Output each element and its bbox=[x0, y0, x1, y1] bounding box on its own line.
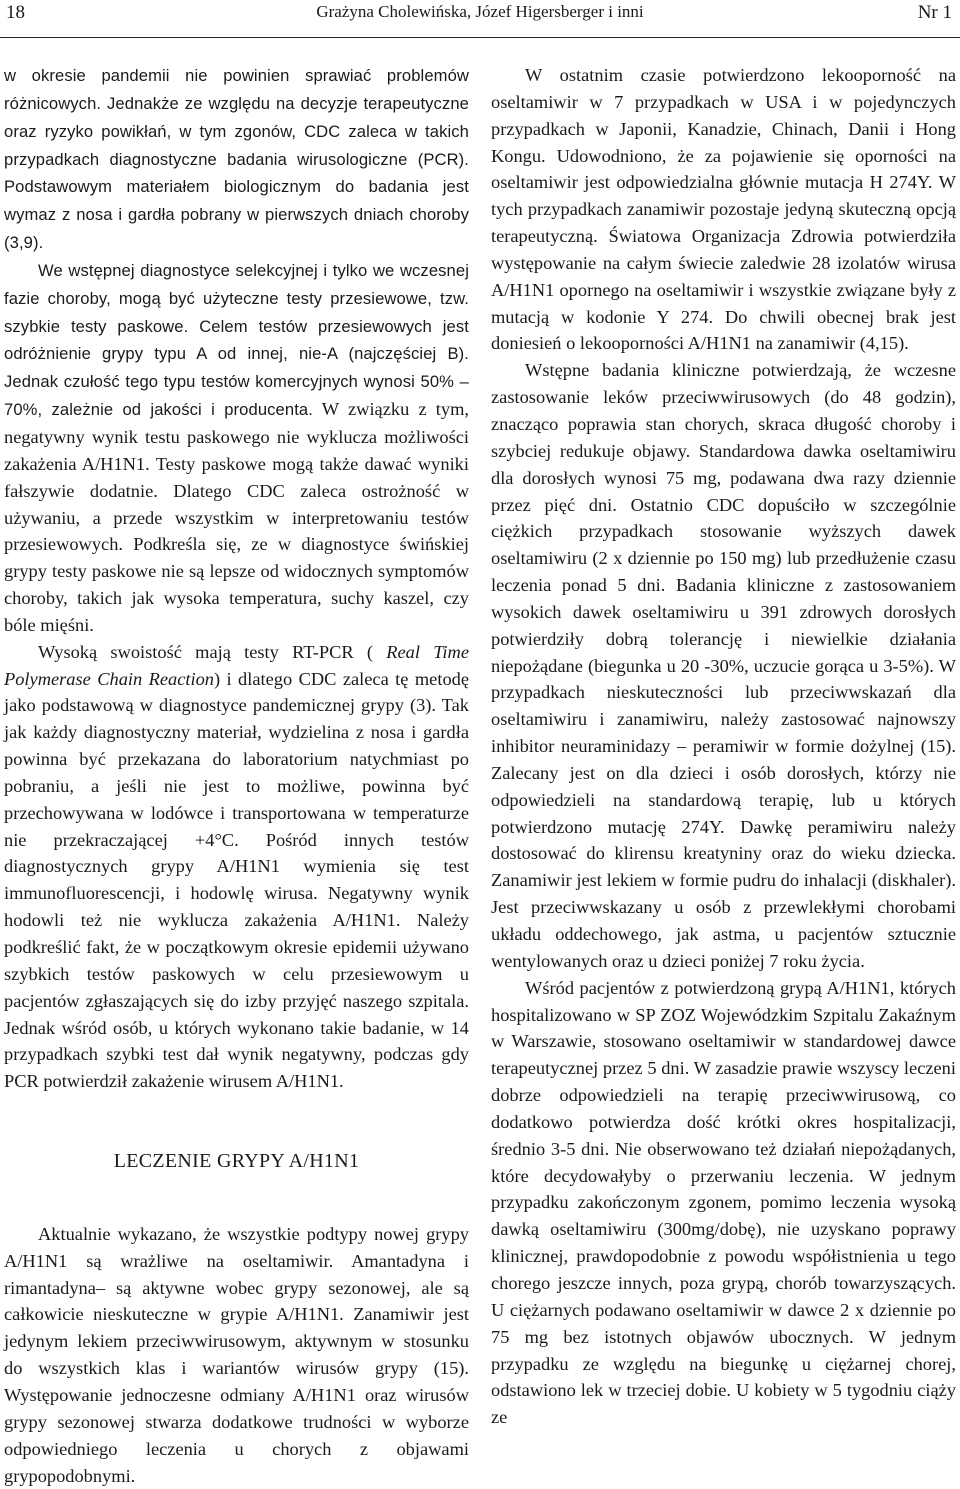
paragraph-hospital-patients bbox=[491, 975, 956, 1431]
paragraph-text-sans: We wstępnej diagnostyce selekcyjnej i tylko we wczesnej fazie choroby, mogą być użyteczne testy przesiewowe, tzw. szybkie testy paskowe. Celem testów przesiewowych jest odróżnienie grypy typu A od innej, nie-A (najczęściej B). Jednak czułość tego typu testów komercyjnych wynosi 50% – 70%, zależnie od jakości i producenta. bbox=[4, 260, 469, 420]
paragraph-rapid-tests bbox=[4, 257, 469, 639]
paragraph-clinical-studies bbox=[491, 357, 956, 974]
page-header bbox=[0, 0, 960, 38]
running-header-authors: Grażyna Cholewińska, Józef Higersberger i inni bbox=[316, 2, 644, 21]
paragraph-text: Wśród pacjentów z potwierdzoną grypą A/H1N1, których hospitalizowano w SP ZOZ Wojewódzkim Szpitalu Zakaźnym w Warszawie, stosowano oseltamiwir w standardowej dawce terapeutycznej przez 5 dni. W zasadzie prawie wszyscy leczeni dobrze odpowiedzieli na terapię przeciwwirusową, co dodatkowo potwierdza dość krótki okres hospitalizacji, średnio 3-5 dni. Nie obserwowano też działań niepożądanych, które decydowałyby o przerwaniu leczenia. W jednym przypadku zakończonym zgonem, pomimo leczenia wysoką dawką oseltamiwiru (300mg/dobę), nie uzyskano poprawy klinicznej, prawdopodobnie z powodu współistnienia u tego chorego jeszcze innych, poza grypą, chorób towarzyszących. U ciężarnych podawano oseltamiwir w dawce 2 x dziennie po 75 mg bez istotnych objawów ubocznych. W jednym przypadku ze względu na biegunkę u ciężarnej chorej, odstawiono lek w trzeciej dobie. U kobiety w 5 tygodniu ciąży ze bbox=[491, 977, 956, 1428]
issue-number: Nr 1 bbox=[917, 2, 952, 23]
paragraph-text-rest: ) i dlatego CDC zaleca tę metodę jako podstawową w diagnostyce pandemicznej grypy (3). Tak jak każdy diagnostyczny materiał, wydzielina z nosa i gardła powinna być przekazana do laboratorium natychmiast po pobraniu, a jeśli nie jest to możliwe, powinna być przechowywana w lodówce i transportowana w temperaturze nie przekraczającej +4°C. Pośród innych testów diagnostycznych grypy A/H1N1 wymienia się test immunofluorescencji, i hodowlę wirusa. Negatywny wynik hodowli też nie wyklucza zakażenia A/H1N1. Należy podkreślić fakt, że w początkowym okresie epidemii używano szybkich testów paskowych w celu przesiewowym u pacjentów zgłaszających się do izby przyjęć naszego szpitala. Jednak wśród osób, u których wykonano takie badanie, w 14 przypadkach szybki test dał wynik negatywny, podczas gdy PCR potwierdził zakażenie wirusem A/H1N1. bbox=[4, 668, 469, 1092]
paragraph-text-serif: W związku z tym, negatywny wynik testu paskowego nie wyklucza możliwości zakażenia A/H1N1. Testy paskowe mogą także dawać wyniki fałszywie dodatnie. Dlatego CDC zaleca ostrożność w używaniu, a przede wszystkim w interpretowaniu testów przesiewowych. Podkreśla się, ze w diagnostyce świńskiej grypy testy paskowe nie są lepsze od widocznych symptomów choroby, takich jak wysoka temperatura, suchy kaszel, czy bóle mięśni. bbox=[4, 399, 469, 635]
paragraph-text: Aktualnie wykazano, że wszystkie podtypy nowej grypy A/H1N1 są wrażliwe na oseltamiwir. Amantadyna i rimantadyna– są aktywne wobec grypy sezonowej, ale są całkowicie nieskuteczne w grypie A/H1N1. Zanamiwir jest jedynym lekiem przeciwwirusowym, aktywnym w stosunku do wszystkich klas i wariantów wirusów grypy (15). Występowanie jednoczesne odmiany A/H1N1 oraz wirusów grypy sezonowej stwarza dodatkowe trudności w wyborze odpowiedniego leczenia u chorych z objawami grypopodobnymi. bbox=[4, 1223, 469, 1486]
paragraph-differential-diagnosis bbox=[4, 62, 469, 257]
left-column bbox=[4, 62, 469, 1489]
paragraph-drug-resistance bbox=[491, 62, 956, 357]
paragraph-rt-pcr bbox=[4, 639, 469, 1095]
page-number: 18 bbox=[6, 2, 25, 23]
paragraph-text-italic: Real Time Polymerase Chain Reaction bbox=[4, 641, 469, 689]
paragraph-text: W ostatnim czasie potwierdzono lekooporność na oseltamiwir w 7 przypadkach w USA i w pojedynczych przypadkach w Japonii, Kanadzie, Chinach, Danii i Hong Kongu. Udowodniono, że za pojawienie się oporności na oseltamiwir jest odpowiedzialna głównie mutacja H 274Y. W tych przypadkach zanamiwir pozostaje jedyną skuteczną opcją terapeutyczną. Światowa Organizacja Zdrowia potwierdziła występowanie na całym świecie zaledwie 28 izolatów wirusa A/H1N1 opornego na oseltamiwir i wszystkie związane były z mutacją w kodonie Y 274. Do chwili obecnej brak jest doniesień o lekooporności A/H1N1 na zanamiwir (4,15). bbox=[491, 65, 956, 354]
section-heading: LECZENIE GRYPY A/H1N1 bbox=[113, 1150, 360, 1173]
right-column bbox=[491, 62, 956, 1431]
paragraph-text: w okresie pandemii nie powinien sprawiać problemów różnicowych. Jednakże ze względu na decyzje terapeutyczne oraz ryzyko powikłań, w tym zgonów, CDC zaleca w takich przypadkach diagnostyczne badania wirusologiczne (PCR). Podstawowym materiałem biologicznym do badania jest wymaz z nosa i gardła pobrany w pierwszych dniach choroby (3,9). bbox=[4, 66, 469, 253]
paragraph-treatment bbox=[4, 1221, 469, 1489]
paragraph-text-start: Wysoką swoistość mają testy RT-PCR ( bbox=[38, 641, 374, 662]
paragraph-text: Wstępne badania kliniczne potwierdzają, że wczesne zastosowanie leków przeciwwirusowych (do 48 godzin), znacząco poprawia stan chorych, skraca długość choroby i szybciej redukuje objawy. Standardowa dawka oseltamiwiru dla dorosłych wynosi 75 mg, podawana dwa razy dziennie przez pięć dni. Ostatnio CDC dopuściło w szczególnie ciężkich przypadkach stosowanie wyższych dawek oseltamiwiru (2 x dziennie po 150 mg) lub przedłużenie czasu leczenia ponad 5 dni. Badania kliniczne z zastosowaniem wysokich dawek oseltamiwiru u 391 zdrowych dorosłych potwierdziły dobrą tolerancję i niewielkie działania niepożądane (biegunka u 20 -30%, uczucie gorąca u 3-5%). W przypadkach nieskuteczności lub przeciwwskazań dla oseltamiwiru i zanamiwiru, należy zastosować najnowszy inhibitor neuraminidazy – peramiwir w formie dożylnej (15). Zalecany jest on dla dzieci i osób dorosłych, którzy nie odpowiedzieli na standardową terapię, lub u których potwierdzono mutację 274Y. Dawkę peramiwiru należy dostosować do klirensu kreatyniny oraz do wieku dziecka. Zanamiwir jest lekiem w formie pudru do inhalacji (diskhaler). Jest przeciwwskazany u osób z przewlekłymi chorobami układu oddechowego, jak astma, u pacjentów sztucznie wentylowanych oraz u dzieci poniżej 7 roku życia. bbox=[491, 360, 956, 971]
